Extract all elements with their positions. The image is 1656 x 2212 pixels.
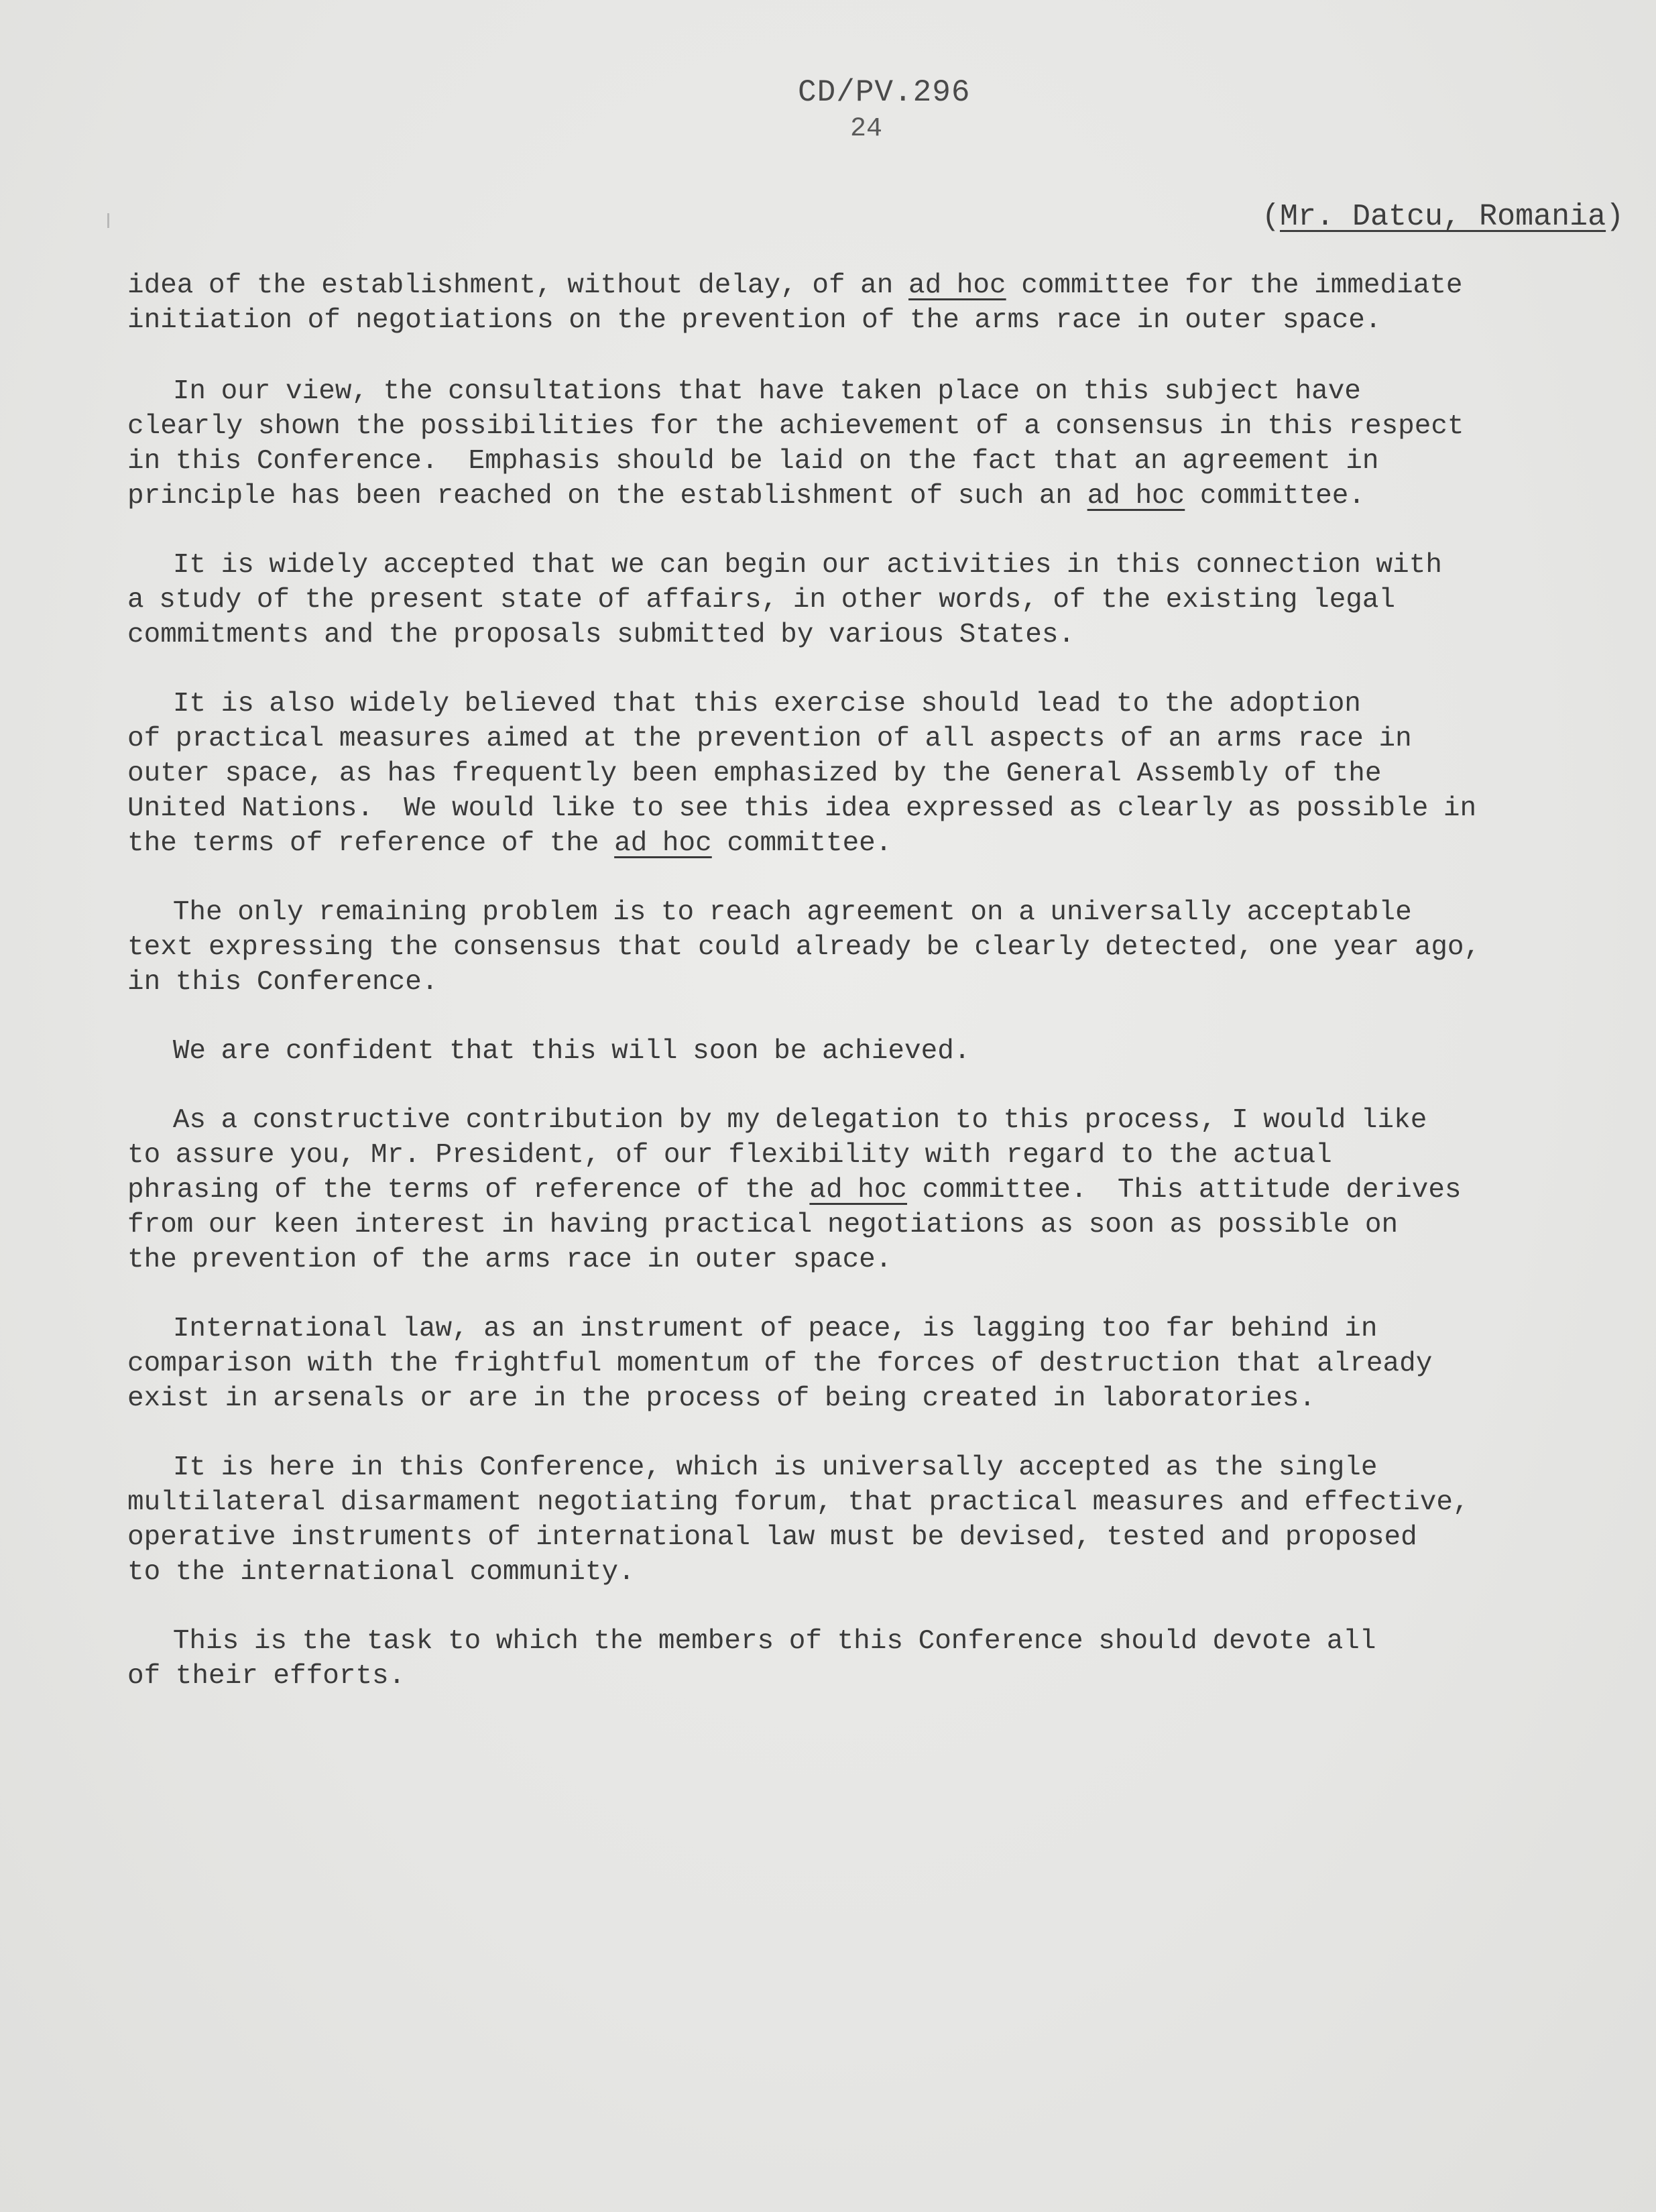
- text-segment: We are confident that this will soon be achieved.: [127, 1036, 971, 1067]
- text-segment: of their efforts.: [127, 1661, 406, 1692]
- text-line: [127, 687, 1576, 721]
- paragraph: [127, 1450, 1576, 1590]
- text-line: [127, 826, 1576, 861]
- paragraph: [127, 374, 1576, 514]
- text-segment: The only remaining problem is to reach agreement on a universally acceptable: [127, 897, 1412, 928]
- text-line: [127, 791, 1576, 826]
- text-segment: committee.: [711, 828, 892, 859]
- text-segment: It is also widely believed that this exercise should lead to the adoption: [127, 689, 1361, 719]
- text-line: [127, 1242, 1576, 1277]
- underlined-term: ad hoc: [1087, 481, 1185, 512]
- speaker-close-paren: ): [1606, 200, 1624, 234]
- text-segment: in this Conference.: [127, 967, 438, 998]
- text-segment: initiation of negotiations on the prevention of the arms race in outer space.: [127, 305, 1382, 336]
- text-segment: committee for the immediate: [1006, 270, 1463, 301]
- text-segment: from our keen interest in having practical negotiations as soon as possible on: [127, 1210, 1399, 1240]
- speaker-name: Mr. Datcu, Romania: [1280, 200, 1606, 234]
- text-line: [127, 965, 1576, 1000]
- text-line: [127, 930, 1576, 965]
- underlined-term: ad hoc: [614, 828, 712, 859]
- speaker-open-paren: (: [1262, 200, 1281, 234]
- text-line: [127, 756, 1576, 791]
- text-segment: It is here in this Conference, which is universally accepted as the single: [127, 1452, 1378, 1483]
- text-line: [127, 548, 1576, 583]
- text-segment: idea of the establishment, without delay, of an: [127, 270, 908, 301]
- text-line: [127, 1520, 1576, 1555]
- text-line: [127, 1450, 1576, 1485]
- text-segment: committee. This attitude derives: [907, 1175, 1462, 1206]
- paragraph: [127, 687, 1576, 861]
- text-segment: a study of the present state of affairs, in other words, of the existing legal: [127, 585, 1396, 616]
- text-segment: multilateral disarmament negotiating forum, that practical measures and effective,: [127, 1487, 1470, 1518]
- text-segment: International law, as an instrument of peace, is lagging too far behind in: [127, 1314, 1378, 1344]
- text-line: [127, 583, 1576, 618]
- paragraph: [127, 1034, 1576, 1069]
- statement-body: [127, 268, 1576, 1728]
- text-segment: text expressing the consensus that could already be clearly detected, one year ago,: [127, 932, 1481, 963]
- underlined-term: ad hoc: [809, 1175, 907, 1206]
- text-segment: the prevention of the arms race in outer space.: [127, 1244, 892, 1275]
- text-segment: principle has been reached on the establishment of such an: [127, 481, 1087, 512]
- text-segment: comparison with the frightful momentum of the forces of destruction that already: [127, 1348, 1433, 1379]
- text-segment: In our view, the consultations that have taken place on this subject have: [127, 376, 1361, 407]
- text-segment: clearly shown the possibilities for the achievement of a consensus in this respect: [127, 411, 1464, 442]
- text-line: [127, 1659, 1576, 1694]
- paragraph: [127, 1624, 1576, 1694]
- text-segment: committee.: [1185, 481, 1365, 512]
- page-number: 24: [850, 114, 883, 144]
- paragraph: [127, 548, 1576, 652]
- paragraph: [127, 1312, 1576, 1416]
- text-line: [127, 1555, 1576, 1590]
- text-line: [127, 1312, 1576, 1346]
- text-line: [127, 303, 1576, 338]
- text-line: [127, 374, 1576, 409]
- text-segment: commitments and the proposals submitted by various States.: [127, 620, 1075, 650]
- text-line: [127, 479, 1576, 514]
- text-segment: As a constructive contribution by my delegation to this process, I would like: [127, 1105, 1427, 1136]
- text-segment: operative instruments of international law must be devised, tested and proposed: [127, 1522, 1417, 1553]
- text-line: [127, 1034, 1576, 1069]
- text-segment: United Nations. We would like to see this idea expressed as clearly as possible in: [127, 793, 1477, 824]
- text-segment: outer space, as has frequently been emphasized by the General Assembly of the: [127, 758, 1382, 789]
- text-line: [127, 1346, 1576, 1381]
- margin-mark: [107, 213, 109, 228]
- document-symbol: CD/PV.296: [798, 75, 971, 110]
- text-line: [127, 1103, 1576, 1138]
- text-segment: This is the task to which the members of this Conference should devote all: [127, 1626, 1376, 1657]
- text-segment: in this Conference. Emphasis should be laid on the fact that an agreement in: [127, 446, 1379, 477]
- text-line: [127, 1173, 1576, 1208]
- text-segment: the terms of reference of the: [127, 828, 615, 859]
- underlined-term: ad hoc: [908, 270, 1006, 301]
- text-segment: to assure you, Mr. President, of our flexibility with regard to the actual: [127, 1140, 1332, 1171]
- paragraph: [127, 895, 1576, 1000]
- text-line: [127, 268, 1576, 303]
- text-line: [127, 895, 1576, 930]
- text-line: [127, 618, 1576, 652]
- text-segment: exist in arsenals or are in the process of being created in laboratories.: [127, 1383, 1316, 1414]
- text-segment: It is widely accepted that we can begin our activities in this connection with: [127, 550, 1442, 581]
- paragraph: [127, 268, 1576, 338]
- text-line: [127, 721, 1576, 756]
- text-line: [127, 1624, 1576, 1659]
- text-line: [127, 1138, 1576, 1173]
- text-segment: of practical measures aimed at the prevention of all aspects of an arms race in: [127, 723, 1412, 754]
- text-line: [127, 444, 1576, 479]
- text-line: [127, 1381, 1576, 1416]
- text-line: [127, 409, 1576, 444]
- text-segment: phrasing of the terms of reference of the: [127, 1175, 810, 1206]
- text-line: [127, 1208, 1576, 1242]
- text-line: [127, 1485, 1576, 1520]
- speaker-attribution: [1262, 200, 1624, 234]
- text-segment: to the international community.: [127, 1557, 635, 1588]
- paragraph: [127, 1103, 1576, 1277]
